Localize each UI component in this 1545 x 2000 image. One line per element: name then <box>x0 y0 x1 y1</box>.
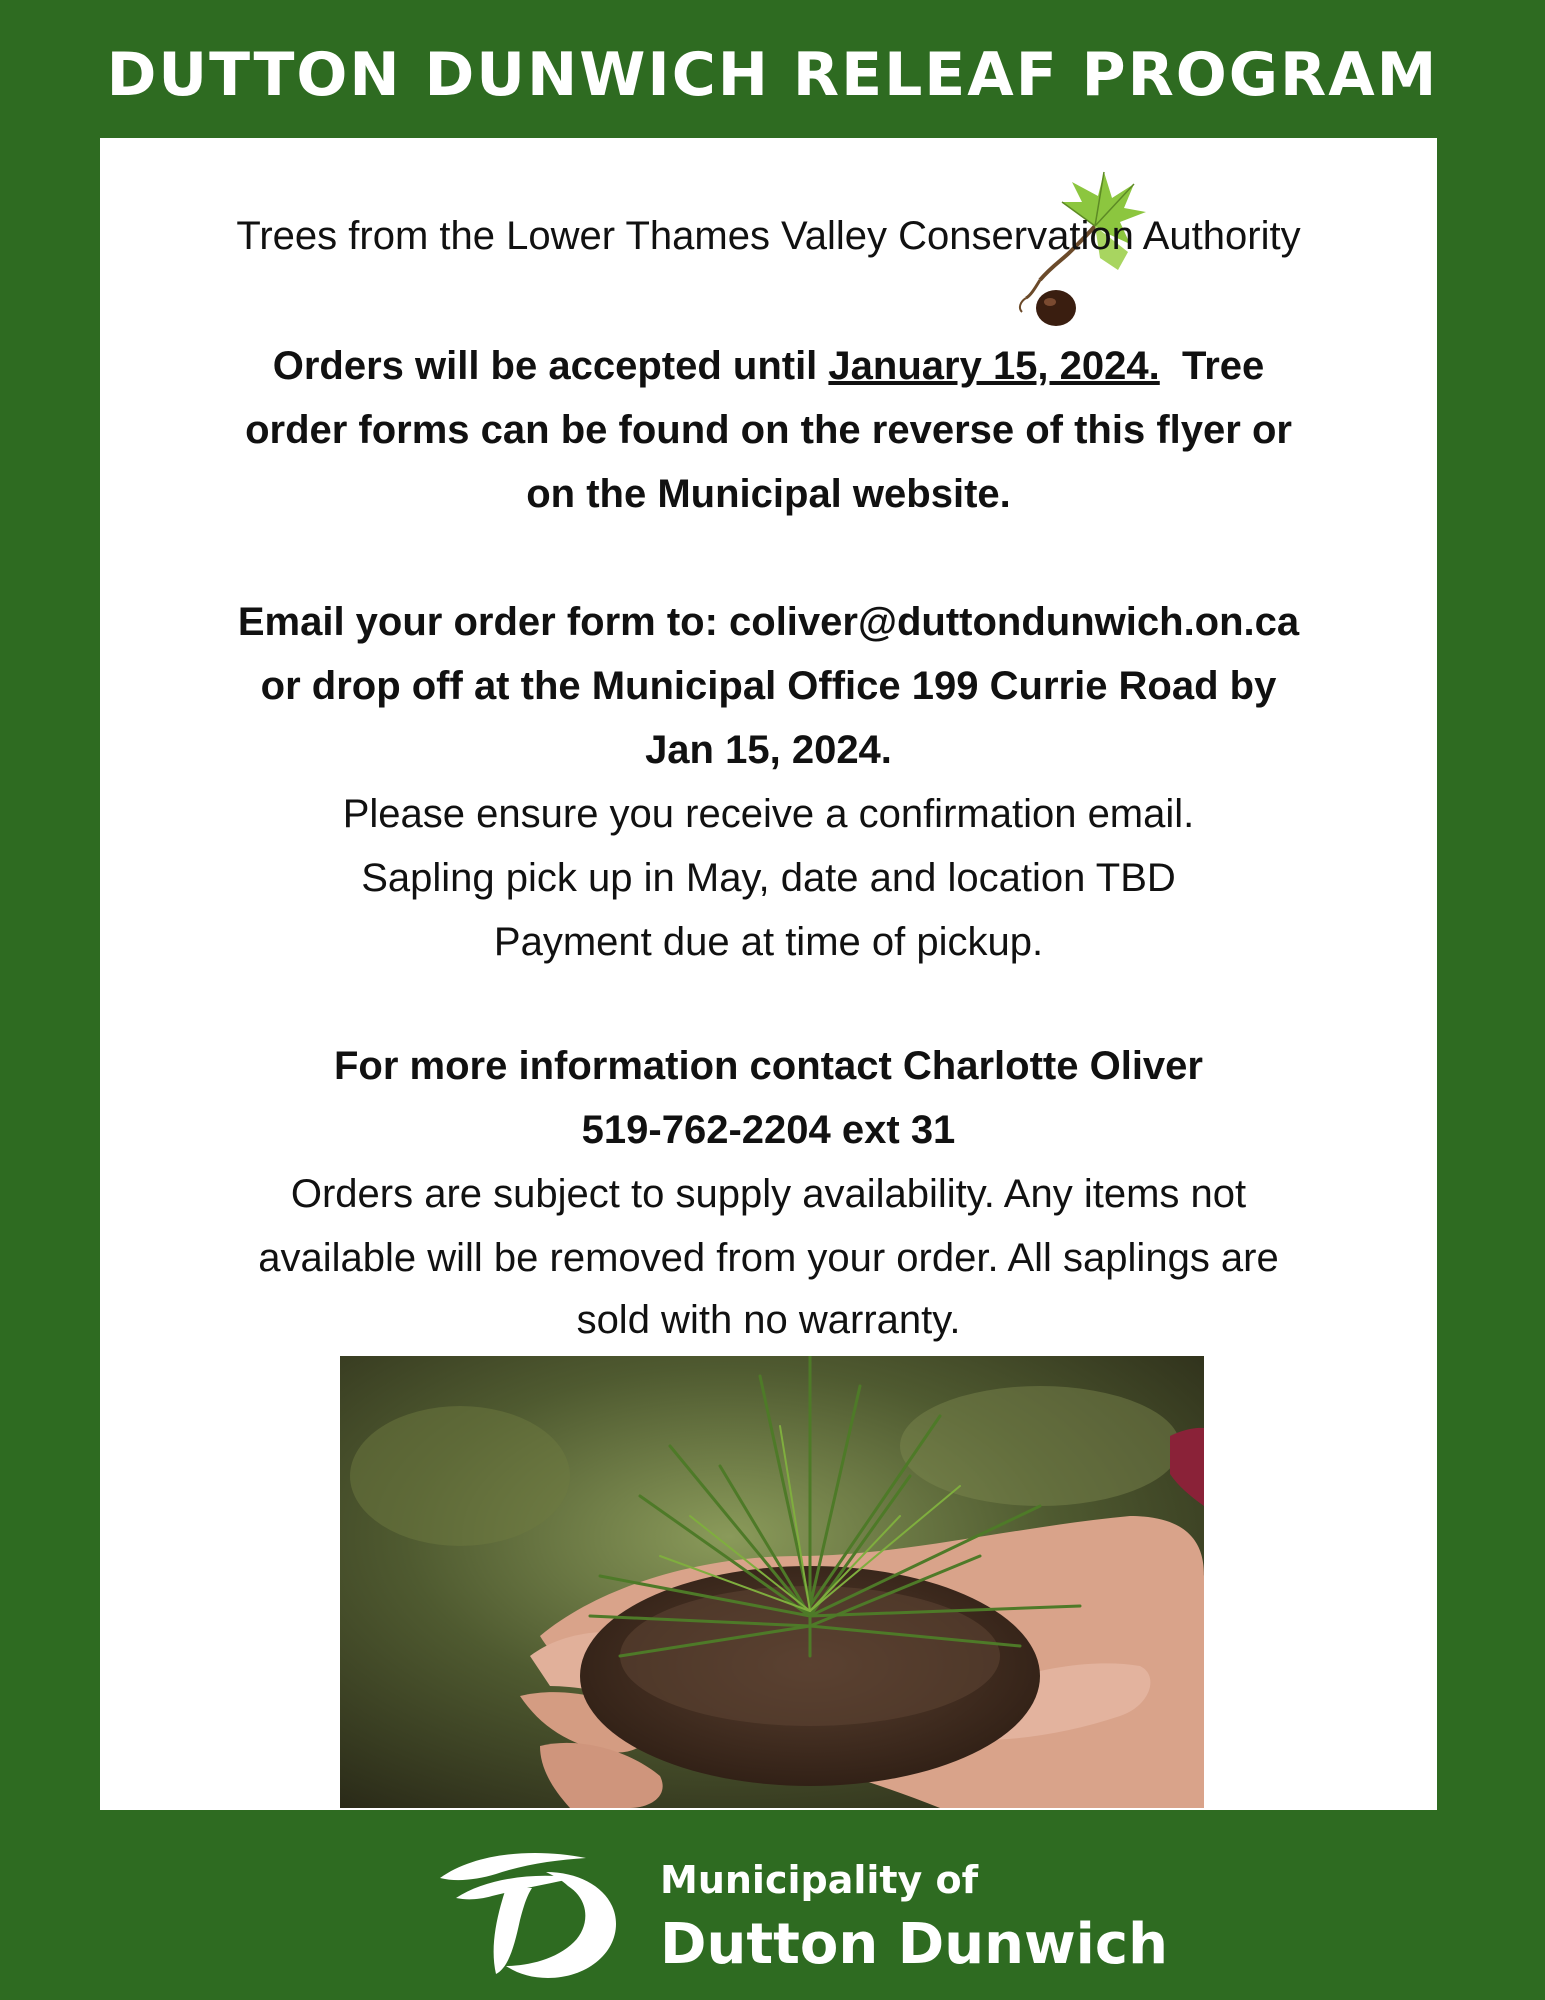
email-line-3: Jan 15, 2024. <box>645 728 892 772</box>
source-line: Trees from the Lower Thames Valley Conservation Authority <box>236 214 1301 258</box>
pickup-note: Sapling pick up in May, date and location TBD <box>361 856 1176 900</box>
logo-text-dutton-dunwich: Dutton Dunwich <box>660 1912 1168 1977</box>
disclaimer-line-1: Orders are subject to supply availability. Any items not <box>290 1172 1247 1216</box>
email-line-2: or drop off at the Municipal Office 199 Currie Road by <box>260 664 1277 708</box>
payment-note: Payment due at time of pickup. <box>493 920 1044 964</box>
seedling-in-hands-photo <box>340 1356 1204 1808</box>
orders-deadline-line <box>100 334 1437 398</box>
contact-phone: 519-762-2204 ext 31 <box>581 1108 956 1152</box>
orders-line-2: order forms can be found on the reverse of this flyer or <box>245 408 1292 452</box>
orders-prefix: Orders will be accepted until <box>272 344 829 388</box>
disclaimer-line-3: sold with no warranty. <box>576 1298 961 1342</box>
orders-suffix: Tree <box>1159 344 1265 388</box>
orders-line-3: on the Municipal website. <box>526 472 1011 516</box>
municipality-logo-icon <box>436 1838 632 1982</box>
deadline-date: January 15, 2024. <box>828 344 1160 388</box>
confirmation-note: Please ensure you receive a confirmation email. <box>342 792 1195 836</box>
logo-text-municipality: Municipality of <box>660 1858 979 1902</box>
disclaimer-line-2: available will be removed from your order. All saplings are <box>258 1236 1279 1280</box>
contact-line: For more information contact Charlotte Oliver <box>333 1044 1203 1088</box>
flyer-title: DUTTON DUNWICH RELEAF PROGRAM <box>106 40 1439 110</box>
email-line-1: Email your order form to: coliver@duttondunwich.on.ca <box>237 600 1300 644</box>
